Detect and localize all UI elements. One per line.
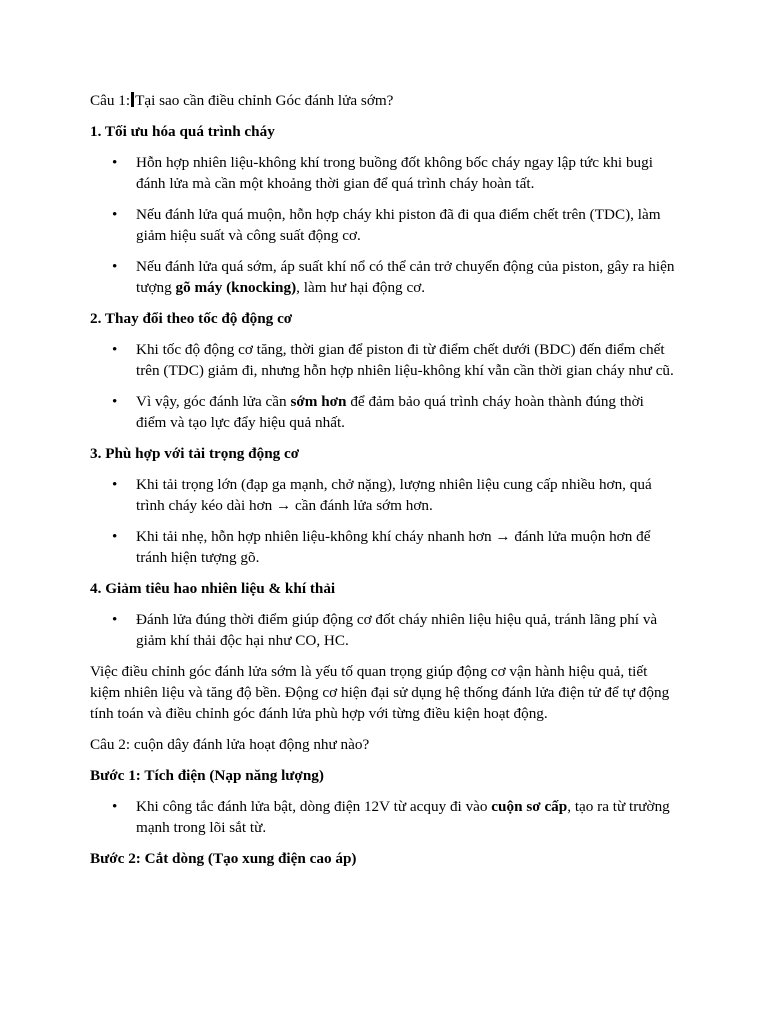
list-item [90, 339, 678, 381]
list-item-text: Đánh lửa đúng thời điểm giúp động cơ đốt cháy nhiên liệu hiệu quả, tránh lãng phí và giảm khí thải độc hại như CO, HC. [136, 611, 658, 649]
step-1-heading: Bước 1: Tích điện (Nạp năng lượng) [90, 767, 324, 784]
section-3-heading: 3. Phù hợp với tải trọng động cơ [90, 445, 300, 462]
list-item-text: Nếu đánh lửa quá muộn, hỗn hợp cháy khi piston đã đi qua điểm chết trên (TDC), làm giảm hiệu suất và công suất động cơ. [136, 206, 661, 244]
bold-term: sớm hơn [290, 393, 347, 410]
bullet-icon: • [112, 393, 118, 410]
list-item-text: Vì vậy, góc đánh lửa cần [136, 393, 291, 410]
bullet-icon: • [112, 258, 118, 275]
list-item-text: , làm hư hại động cơ. [296, 279, 426, 296]
step-1-list [90, 796, 678, 838]
list-item-text: Khi tải nhẹ, hỗn hợp nhiên liệu-không khí cháy nhanh hơn → đánh lửa muộn hơn để tránh hiện tượng gõ. [136, 528, 651, 566]
section-4-heading: 4. Giảm tiêu hao nhiên liệu & khí thải [90, 580, 336, 597]
list-item [90, 256, 678, 298]
step-2-heading: Bước 2: Cắt dòng (Tạo xung điện cao áp) [90, 850, 357, 867]
bullet-icon: • [112, 528, 118, 545]
list-item [90, 526, 678, 568]
question-1-title: Tại sao cần điều chỉnh Góc đánh lửa sớm? [135, 92, 394, 109]
list-item [90, 796, 678, 838]
list-item-text: Khi công tắc đánh lửa bật, dòng điện 12V từ acquy đi vào [136, 798, 492, 815]
bullet-icon: • [112, 611, 118, 628]
text-cursor [131, 92, 134, 107]
bullet-icon: • [112, 341, 118, 358]
section-1-heading: 1. Tối ưu hóa quá trình cháy [90, 123, 275, 140]
question-1-prefix: Câu 1: [90, 92, 131, 109]
list-item-text: Khi tải trọng lớn (đạp ga mạnh, chở nặng), lượng nhiên liệu cung cấp nhiều hơn, quá trình cháy kéo dài hơn → cần đánh lửa sớm hơn. [136, 476, 652, 514]
list-item [90, 152, 678, 194]
list-item-text: Khi tốc độ động cơ tăng, thời gian để piston đi từ điểm chết dưới (BDC) đến điểm chết trên (TDC) giảm đi, nhưng hỗn hợp nhiên liệu-không khí vẫn cần thời gian cháy như cũ. [136, 341, 674, 379]
section-3-list [90, 474, 678, 568]
list-item [90, 204, 678, 246]
section-2-heading: 2. Thay đổi theo tốc độ động cơ [90, 310, 293, 327]
question-2: Câu 2: cuộn dây đánh lửa hoạt động như nào? [90, 736, 370, 753]
question-1 [90, 90, 678, 111]
section-2-list [90, 339, 678, 433]
bold-term: gõ máy (knocking) [175, 279, 297, 296]
list-item-text: , tạo ra từ trường mạnh trong lõi sắt từ. [136, 798, 670, 836]
bullet-icon: • [112, 476, 118, 493]
bullet-icon: • [112, 154, 118, 171]
section-1-list [90, 152, 678, 298]
list-item [90, 474, 678, 516]
bullet-icon: • [112, 206, 118, 223]
list-item [90, 391, 678, 433]
list-item-text: để đảm bảo quá trình cháy hoàn thành đúng thời điểm và tạo lực đẩy hiệu quả nhất. [136, 393, 644, 431]
conclusion-paragraph: Việc điều chỉnh góc đánh lửa sớm là yếu tố quan trọng giúp động cơ vận hành hiệu quả, tiết kiệm nhiên liệu và tăng độ bền. Động cơ hiện đại sử dụng hệ thống đánh lửa điện tử để tự động tính toán và điều chỉnh góc đánh lửa phù hợp với từng điều kiện hoạt động. [90, 663, 670, 722]
bullet-icon: • [112, 798, 118, 815]
list-item [90, 609, 678, 651]
list-item-text: Nếu đánh lửa quá sớm, áp suất khí nổ có thể cản trở chuyển động của piston, gây ra hiện tượng [136, 258, 675, 296]
section-4-list [90, 609, 678, 651]
list-item-text: Hỗn hợp nhiên liệu-không khí trong buồng đốt không bốc cháy ngay lập tức khi bugi đánh lửa mà cần một khoảng thời gian để quá trình cháy hoàn tất. [136, 154, 653, 192]
bold-term: cuộn sơ cấp [491, 798, 568, 815]
